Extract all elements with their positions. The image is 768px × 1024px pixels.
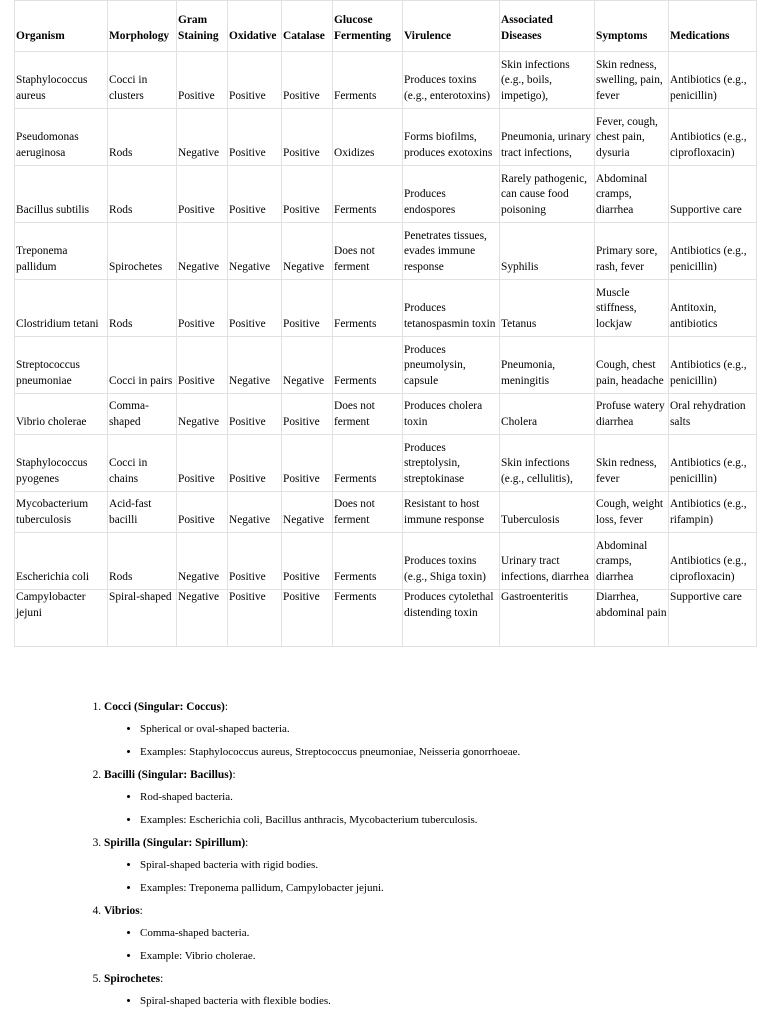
table-cell: Positive — [282, 394, 333, 435]
table-cell: Does not ferment — [333, 223, 403, 280]
table-cell: Diarrhea, abdominal pain — [595, 590, 669, 647]
morphology-term: Bacilli (Singular: Bacillus) — [104, 769, 233, 781]
table-cell: Negative — [228, 492, 282, 533]
table-cell: Antibiotics (e.g., ciprofloxacin) — [669, 533, 757, 590]
column-header: Oxidative — [228, 1, 282, 52]
table-cell: Positive — [282, 533, 333, 590]
column-header: Glucose Fermenting — [333, 1, 403, 52]
column-header: Catalase — [282, 1, 333, 52]
table-cell: Positive — [282, 109, 333, 166]
morphology-item: 3. Spirilla (Singular: Spirillum): • Spiral-shaped bacteria with rigid bodies. • Examples: Treponema pallidum, Campylobacter jejuni. — [104, 836, 768, 896]
table-cell: Positive — [228, 109, 282, 166]
morphology-term: Spirilla (Singular: Spirillum) — [104, 837, 246, 849]
morphology-term: Vibrios — [104, 905, 140, 917]
table-cell: Negative — [282, 337, 333, 394]
morphology-term: Cocci (Singular: Coccus) — [104, 701, 225, 713]
bullet-item: • Examples: Escherichia coli, Bacillus anthracis, Mycobacterium tuberculosis. — [140, 813, 768, 828]
table-cell: Antibiotics (e.g., penicillin) — [669, 223, 757, 280]
table-cell: Syphilis — [500, 223, 595, 280]
table-cell: Produces endospores — [403, 166, 500, 223]
table-cell: Negative — [177, 394, 228, 435]
table-cell: Positive — [282, 166, 333, 223]
table-cell: Muscle stiffness, lockjaw — [595, 280, 669, 337]
table-cell: Penetrates tissues, evades immune response — [403, 223, 500, 280]
table-cell: Cough, chest pain, headache — [595, 337, 669, 394]
column-header: Associated Diseases — [500, 1, 595, 52]
morphology-bullets — [104, 858, 768, 896]
table-cell: Positive — [177, 52, 228, 109]
table-cell: Antitoxin, antibiotics — [669, 280, 757, 337]
table-cell: Negative — [228, 223, 282, 280]
table-cell: Ferments — [333, 590, 403, 647]
table-cell: Negative — [282, 492, 333, 533]
bullet-item: • Spherical or oval-shaped bacteria. — [140, 722, 768, 737]
morphology-item: 1. Cocci (Singular: Coccus): • Spherical or oval-shaped bacteria. • Examples: Staphylococcus aureus, Streptococcus pneumoniae, Neisseria gonorrhoeae. — [104, 700, 768, 760]
table-cell: Staphylococcus aureus — [15, 52, 108, 109]
table-cell: Ferments — [333, 533, 403, 590]
table-cell: Produces toxins (e.g., enterotoxins) — [403, 52, 500, 109]
table-cell: Vibrio cholerae — [15, 394, 108, 435]
morphology-bullets — [104, 790, 768, 828]
table-cell: Negative — [282, 223, 333, 280]
table-cell: Positive — [177, 166, 228, 223]
table-cell: Abdominal cramps, diarrhea — [595, 166, 669, 223]
table-cell: Skin infections (e.g., cellulitis), — [500, 435, 595, 492]
table-cell: Oxidizes — [333, 109, 403, 166]
table-cell: Rods — [108, 280, 177, 337]
bullet-item: • Examples: Treponema pallidum, Campylobacter jejuni. — [140, 881, 768, 896]
table-cell: Tuberculosis — [500, 492, 595, 533]
table-cell: Ferments — [333, 280, 403, 337]
table-cell: Gastroenteritis — [500, 590, 595, 647]
column-header: Gram Staining — [177, 1, 228, 52]
table-cell: Treponema pallidum — [15, 223, 108, 280]
table-cell: Positive — [228, 435, 282, 492]
table-cell: Comma-shaped — [108, 394, 177, 435]
table-cell: Forms biofilms, produces exotoxins — [403, 109, 500, 166]
table-cell: Streptococcus pneumoniae — [15, 337, 108, 394]
table-row — [15, 337, 757, 394]
table-row — [15, 590, 757, 647]
bullet-item: • Examples: Staphylococcus aureus, Streptococcus pneumoniae, Neisseria gonorrhoeae. — [140, 745, 768, 760]
table-row — [15, 223, 757, 280]
table-cell: Antibiotics (e.g., rifampin) — [669, 492, 757, 533]
table-cell: Antibiotics (e.g., penicillin) — [669, 337, 757, 394]
morphology-bullets — [104, 722, 768, 760]
bacteria-table-viewport — [14, 0, 756, 619]
table-row — [15, 394, 757, 435]
table-cell: Resistant to host immune response — [403, 492, 500, 533]
column-header: Morphology — [108, 1, 177, 52]
table-cell: Staphylococcus pyogenes — [15, 435, 108, 492]
table-row — [15, 492, 757, 533]
table-cell: Ferments — [333, 52, 403, 109]
table-cell: Mycobacterium tuberculosis — [15, 492, 108, 533]
morphology-notes — [0, 700, 768, 1017]
table-cell: Profuse watery diarrhea — [595, 394, 669, 435]
table-cell: Cocci in pairs — [108, 337, 177, 394]
table-cell: Cholera — [500, 394, 595, 435]
bullet-item: • Spiral-shaped bacteria with rigid bodies. — [140, 858, 768, 873]
table-cell: Skin redness, fever — [595, 435, 669, 492]
table-cell: Tetanus — [500, 280, 595, 337]
column-header: Symptoms — [595, 1, 669, 52]
table-cell: Does not ferment — [333, 394, 403, 435]
table-body — [15, 52, 757, 647]
table-cell: Positive — [228, 590, 282, 647]
table-cell: Campylobacter jejuni — [15, 590, 108, 647]
morphology-bullets — [104, 926, 768, 964]
table-cell: Positive — [282, 435, 333, 492]
table-cell: Does not ferment — [333, 492, 403, 533]
morphology-bullets — [104, 994, 768, 1009]
bullet-item: • Comma-shaped bacteria. — [140, 926, 768, 941]
table-cell: Clostridium tetani — [15, 280, 108, 337]
table-cell: Negative — [177, 533, 228, 590]
table-cell: Antibiotics (e.g., penicillin) — [669, 52, 757, 109]
table-cell: Negative — [177, 590, 228, 647]
morphology-term: Spirochetes — [104, 973, 161, 985]
table-cell: Positive — [282, 280, 333, 337]
table-cell: Negative — [228, 337, 282, 394]
table-cell: Oral rehydration salts — [669, 394, 757, 435]
column-header: Organism — [15, 1, 108, 52]
table-cell: Skin redness, swelling, pain, fever — [595, 52, 669, 109]
table-cell: Ferments — [333, 435, 403, 492]
table-row — [15, 109, 757, 166]
table-cell: Positive — [177, 492, 228, 533]
table-cell: Ferments — [333, 337, 403, 394]
morphology-item: 5. Spirochetes: • Spiral-shaped bacteria with flexible bodies. — [104, 972, 768, 1009]
table-cell: Urinary tract infections, diarrhea — [500, 533, 595, 590]
table-row — [15, 435, 757, 492]
table-cell: Spiral-shaped — [108, 590, 177, 647]
table-cell: Rarely pathogenic, can cause food poisoning — [500, 166, 595, 223]
morphology-item: 2. Bacilli (Singular: Bacillus): • Rod-shaped bacteria. • Examples: Escherichia coli, Bacillus anthracis, Mycobacterium tuberculosis. — [104, 768, 768, 828]
table-cell: Positive — [282, 590, 333, 647]
table-cell: Positive — [228, 533, 282, 590]
table-cell: Rods — [108, 533, 177, 590]
table-cell: Negative — [177, 223, 228, 280]
table-cell: Primary sore, rash, fever — [595, 223, 669, 280]
table-cell: Produces tetanospasmin toxin — [403, 280, 500, 337]
table-row — [15, 52, 757, 109]
table-cell: Positive — [177, 280, 228, 337]
table-cell: Positive — [177, 337, 228, 394]
table-cell: Antibiotics (e.g., penicillin) — [669, 435, 757, 492]
table-cell: Spirochetes — [108, 223, 177, 280]
table-cell: Pneumonia, urinary tract infections, — [500, 109, 595, 166]
table-row — [15, 166, 757, 223]
bacteria-table — [14, 0, 757, 647]
table-cell: Cocci in chains — [108, 435, 177, 492]
table-cell: Acid-fast bacilli — [108, 492, 177, 533]
morphology-list — [0, 700, 768, 1009]
table-cell: Produces toxins (e.g., Shiga toxin) — [403, 533, 500, 590]
table-cell: Produces streptolysin, streptokinase — [403, 435, 500, 492]
table-cell: Skin infections (e.g., boils, impetigo), — [500, 52, 595, 109]
table-cell: Positive — [228, 166, 282, 223]
bullet-item: • Example: Vibrio cholerae. — [140, 949, 768, 964]
morphology-item: 4. Vibrios: • Comma-shaped bacteria. • Example: Vibrio cholerae. — [104, 904, 768, 964]
table-cell: Produces cytolethal distending toxin — [403, 590, 500, 647]
table-cell: Antibiotics (e.g., ciprofloxacin) — [669, 109, 757, 166]
table-cell: Positive — [177, 435, 228, 492]
table-cell: Fever, cough, chest pain, dysuria — [595, 109, 669, 166]
table-cell: Produces cholera toxin — [403, 394, 500, 435]
table-cell: Escherichia coli — [15, 533, 108, 590]
table-cell: Supportive care — [669, 166, 757, 223]
table-row — [15, 533, 757, 590]
table-cell: Ferments — [333, 166, 403, 223]
bullet-item: • Rod-shaped bacteria. — [140, 790, 768, 805]
table-header-row — [15, 1, 757, 52]
table-cell: Positive — [282, 52, 333, 109]
column-header: Medications — [669, 1, 757, 52]
table-cell: Produces pneumolysin, capsule — [403, 337, 500, 394]
table-cell: Pneumonia, meningitis — [500, 337, 595, 394]
table-cell: Bacillus subtilis — [15, 166, 108, 223]
table-cell: Supportive care — [669, 590, 757, 647]
table-cell: Positive — [228, 52, 282, 109]
table-cell: Abdominal cramps, diarrhea — [595, 533, 669, 590]
table-cell: Rods — [108, 166, 177, 223]
table-cell: Positive — [228, 280, 282, 337]
table-cell: Positive — [228, 394, 282, 435]
table-cell: Cough, weight loss, fever — [595, 492, 669, 533]
table-row — [15, 280, 757, 337]
table-cell: Pseudomonas aeruginosa — [15, 109, 108, 166]
table-cell: Negative — [177, 109, 228, 166]
table-cell: Rods — [108, 109, 177, 166]
table-cell: Cocci in clusters — [108, 52, 177, 109]
column-header: Virulence — [403, 1, 500, 52]
bullet-item: • Spiral-shaped bacteria with flexible bodies. — [140, 994, 768, 1009]
